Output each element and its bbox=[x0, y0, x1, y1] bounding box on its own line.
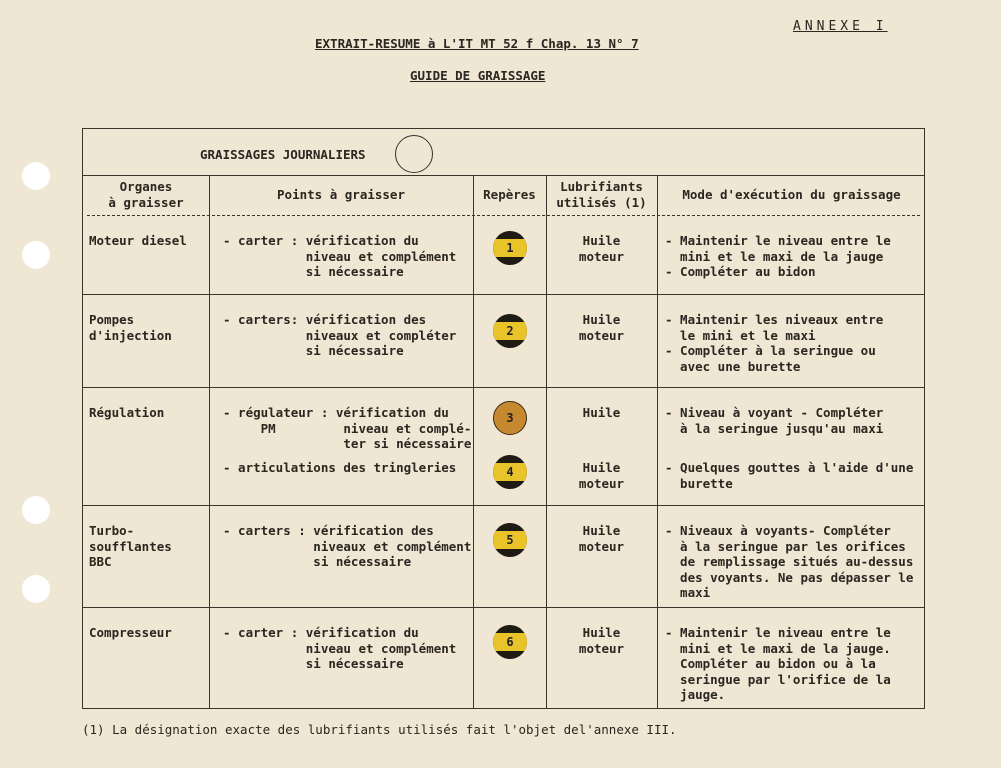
section-title: GRAISSAGES JOURNALIERS bbox=[200, 147, 366, 162]
point-description: - carters: vérification des niveaux et compléter si nécessaire bbox=[223, 312, 457, 358]
organe-label: Turbo- soufflantes BBC bbox=[89, 523, 172, 569]
point-description: - carter : vérification du niveau et complément si nécessaire bbox=[223, 233, 457, 279]
lubrifiant-label: Huile moteur bbox=[578, 625, 625, 656]
header-dashed-rule bbox=[87, 215, 920, 216]
annexe-label: ANNEXE I bbox=[793, 19, 888, 34]
lubrication-table bbox=[82, 128, 925, 709]
lubrifiant-label: Huile moteur bbox=[578, 523, 625, 554]
mode-description: - Quelques gouttes à l'aide d'une burette bbox=[665, 460, 914, 491]
organe-label: Régulation bbox=[89, 405, 165, 420]
point-description: - régulateur : vérification du PM niveau et complé- ter si nécessaire bbox=[223, 405, 472, 451]
punch-hole bbox=[22, 496, 50, 524]
repere-marker: 6 bbox=[493, 625, 527, 659]
mode-description: - Niveaux à voyants- Compléter à la seringue par les orifices de remplissage situés au-dessus des voyants. Ne pas dépasser le maxi bbox=[665, 523, 914, 600]
repere-marker: 2 bbox=[493, 314, 527, 348]
document-title: GUIDE DE GRAISSAGE bbox=[410, 68, 546, 83]
column-header-lubrifiants: Lubrifiants utilisés (1) bbox=[556, 179, 647, 210]
column-header-organes: Organes à graisser bbox=[108, 179, 184, 210]
footnote: (1) La désignation exacte des lubrifiants utilisés fait l'objet del'annexe III. bbox=[82, 722, 677, 737]
column-rule bbox=[473, 175, 474, 708]
column-header-points: Points à graisser bbox=[277, 187, 405, 202]
column-rule bbox=[209, 175, 210, 708]
organe-label: Compresseur bbox=[89, 625, 172, 640]
mode-description: - Maintenir le niveau entre le mini et le maxi de la jauge - Compléter au bidon bbox=[665, 233, 891, 279]
lubrifiant-label: Huile moteur bbox=[578, 233, 625, 264]
organe-label: Moteur diesel bbox=[89, 233, 187, 248]
punch-hole bbox=[22, 575, 50, 603]
column-rule bbox=[657, 175, 658, 708]
lubrifiant-label: Huile moteur bbox=[578, 312, 625, 343]
empty-circle bbox=[395, 135, 433, 173]
lubrifiant-label: Huile moteur bbox=[578, 460, 625, 491]
point-description: - carter : vérification du niveau et complément si nécessaire bbox=[223, 625, 457, 671]
punch-hole bbox=[22, 241, 50, 269]
mode-description: - Niveau à voyant - Compléter à la seringue jusqu'au maxi bbox=[665, 405, 884, 436]
organe-label: Pompes d'injection bbox=[89, 312, 172, 343]
mode-description: - Maintenir les niveaux entre le mini et le maxi - Compléter à la seringue ou avec une burette bbox=[665, 312, 884, 374]
column-header-reperes: Repères bbox=[483, 187, 536, 202]
mode-description: - Maintenir le niveau entre le mini et le maxi de la jauge. Compléter au bidon ou à la seringue par l'orifice de la jauge. bbox=[665, 625, 891, 702]
repere-marker: 1 bbox=[493, 231, 527, 265]
punch-hole bbox=[22, 162, 50, 190]
point-description: - articulations des tringleries bbox=[223, 460, 457, 475]
document-reference: EXTRAIT-RESUME à L'IT MT 52 f Chap. 13 N° 7 bbox=[315, 36, 639, 51]
repere-marker: 5 bbox=[493, 523, 527, 557]
repere-marker: 4 bbox=[493, 455, 527, 489]
point-description: - carters : vérification des niveaux et complément si nécessaire bbox=[223, 523, 472, 569]
lubrifiant-label: Huile bbox=[582, 405, 621, 420]
column-header-mode: Mode d'exécution du graissage bbox=[682, 187, 901, 202]
repere-marker: 3 bbox=[493, 401, 527, 435]
